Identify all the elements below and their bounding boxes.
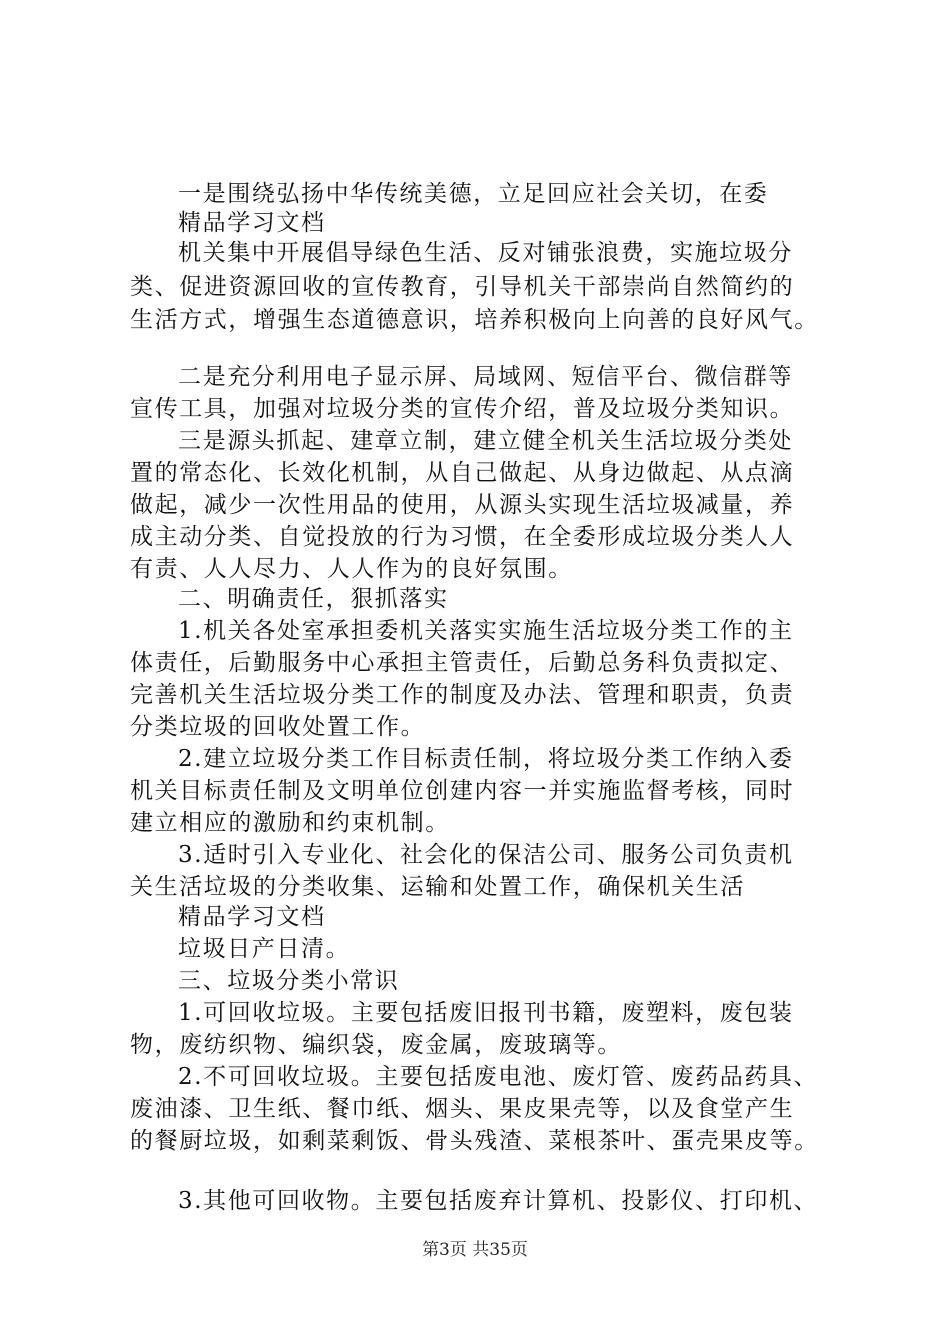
- paragraph-line: 机关集中开展倡导绿色生活、反对铺张浪费，实施垃圾分: [178, 240, 793, 266]
- paragraph-line: 分类垃圾的回收处置工作。: [130, 714, 426, 740]
- paragraph-line: 二是充分利用电子显示屏、局域网、短信平台、微信群等: [178, 364, 793, 390]
- paragraph-line: 一是围绕弘扬中华传统美德，立足回应社会关切，在委: [178, 181, 769, 207]
- watermark-line: 精品学习文档: [178, 904, 326, 930]
- paragraph-line: 垃圾日产日清。: [178, 936, 351, 962]
- paragraph-line: 物，废纺织物、编织袋，废金属，废玻璃等。: [130, 1032, 622, 1058]
- paragraph-line: 机关目标责任制及文明单位创建内容一并实施监督考核，同时: [130, 778, 795, 804]
- paragraph-line: 体责任，后勤服务中心承担主管责任，后勤总务科负责拟定、: [130, 650, 795, 676]
- watermark-line: 精品学习文档: [178, 210, 326, 236]
- paragraph-line: 3.其他可回收物。主要包括废弃计算机、投影仪、打印机、: [178, 1188, 819, 1214]
- section-heading: 三、垃圾分类小常识: [178, 968, 400, 994]
- paragraph-line: 有责、人人尽力、人人作为的良好氛围。: [130, 556, 573, 582]
- paragraph-line: 3.适时引入专业化、社会化的保洁公司、服务公司负责机: [178, 842, 794, 868]
- paragraph-line: 1.可回收垃圾。主要包括废旧报刊书籍，废塑料，废包装: [178, 1000, 794, 1026]
- paragraph-line: 关生活垃圾的分类收集、运输和处置工作，确保机关生活: [130, 874, 745, 900]
- paragraph-line: 宣传工具，加强对垃圾分类的宣传介绍，普及垃圾分类知识。: [130, 396, 795, 422]
- page-number-footer: 第3页 共35页: [422, 1240, 528, 1260]
- paragraph-line: 的餐厨垃圾，如剩菜剩饭、骨头残渣、菜根茶叶、蛋壳果皮等。: [130, 1128, 819, 1154]
- paragraph-line: 废油漆、卫生纸、餐巾纸、烟头、果皮果壳等，以及食堂产生: [130, 1096, 795, 1122]
- paragraph-line: 三是源头抓起、建章立制，建立健全机关生活垃圾分类处: [178, 428, 793, 454]
- paragraph-line: 置的常态化、长效化机制，从自己做起、从身边做起、从点滴: [130, 460, 795, 486]
- paragraph-line: 类、促进资源回收的宣传教育，引导机关干部崇尚自然简约的: [130, 274, 795, 300]
- paragraph-line: 2.建立垃圾分类工作目标责任制，将垃圾分类工作纳入委: [178, 746, 794, 772]
- paragraph-line: 做起，减少一次性用品的使用，从源头实现生活垃圾减量，养: [130, 492, 795, 518]
- section-heading: 二、明确责任，狠抓落实: [178, 586, 449, 612]
- paragraph-line: 成主动分类、自觉投放的行为习惯，在全委形成垃圾分类人人: [130, 524, 795, 550]
- paragraph-line: 1.机关各处室承担委机关落实实施生活垃圾分类工作的主: [178, 618, 794, 644]
- paragraph-line: 建立相应的激励和约束机制。: [130, 810, 450, 836]
- paragraph-line: 2.不可回收垃圾。主要包括废电池、废灯管、废药品药具、: [178, 1064, 819, 1090]
- paragraph-line: 生活方式，增强生态道德意识，培养积极向上向善的良好风气。: [130, 307, 819, 333]
- paragraph-line: 完善机关生活垃圾分类工作的制度及办法、管理和职责，负责: [130, 682, 795, 708]
